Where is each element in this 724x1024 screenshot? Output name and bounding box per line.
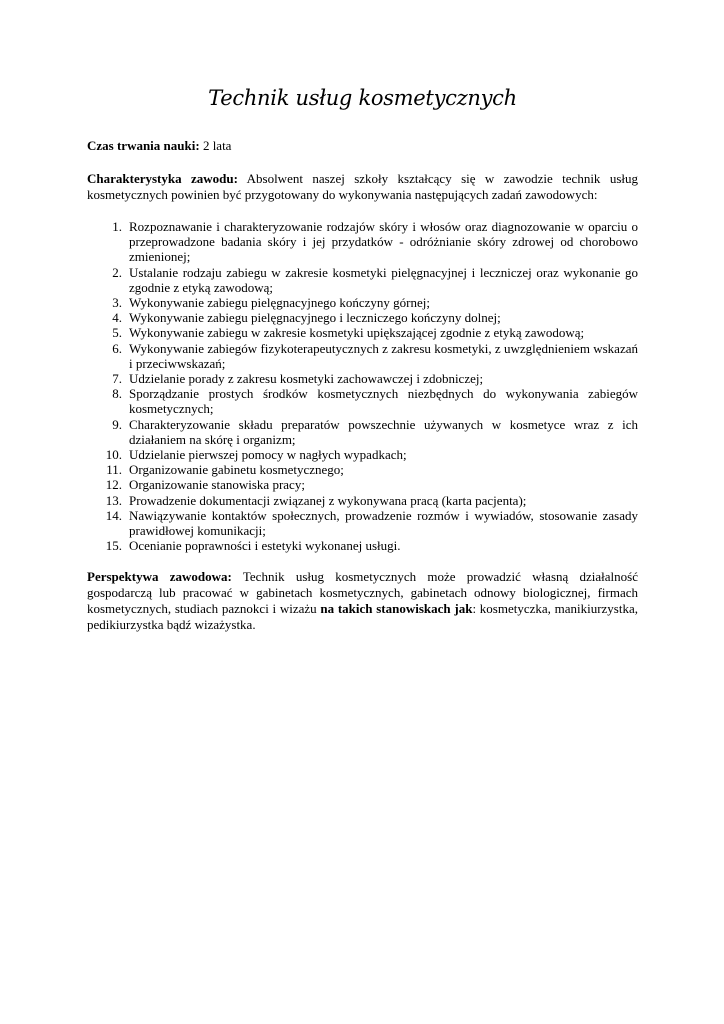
list-item-text: Ustalanie rodzaju zabiegu w zakresie kosmetyki pielęgnacyjnej i leczniczej oraz wykonanie go zgodnie z etyką zawodową; — [129, 264, 638, 295]
list-item-number: 9. — [112, 416, 122, 432]
characteristics-label: Charakterystyka zawodu: — [87, 171, 238, 186]
list-item-text: Wykonywanie zabiegów fizykoterapeutycznych z zakresu kosmetyki, z uwzględnieniem wskazań i przeciwwskazań; — [129, 340, 638, 371]
list-item — [87, 341, 638, 371]
list-item — [87, 417, 638, 447]
list-item-number: 10. — [105, 447, 122, 463]
list-item-text: Ocenianie poprawności i estetyki wykonanej usługi. — [129, 538, 401, 554]
list-item-text: Organizowanie stanowiska pracy; — [129, 477, 305, 493]
list-item — [87, 219, 638, 265]
list-item — [87, 493, 638, 508]
list-item — [87, 538, 638, 553]
characteristics-text: Absolwent naszej szkoły kształcący się w zawodzie technik usług kosmetycznych powinien być przygotowany do wykonywania następujących zadań zawodowych: — [87, 171, 638, 202]
list-item — [87, 310, 638, 325]
list-item-text: Wykonywanie zabiegu pielęgnacyjnego kończyny górnej; — [129, 295, 430, 311]
list-item-number: 12. — [105, 477, 122, 493]
perspective-label: Perspektywa zawodowa: — [87, 569, 232, 585]
list-item-text: Charakteryzowanie składu preparatów powszechnie używanych w kosmetyce wraz z ich działaniem na skórę i organizm; — [129, 416, 638, 447]
tasks-list — [87, 219, 638, 553]
list-item-number: 11. — [106, 462, 122, 478]
list-item-number: 15. — [105, 538, 122, 554]
list-item-number: 5. — [112, 325, 122, 341]
list-item-number: 2. — [112, 264, 122, 280]
list-item-number: 14. — [105, 507, 122, 523]
list-item-text: Sporządzanie prostych środków kosmetycznych niezbędnych do wykonywania zabiegów kosmetycznych; — [129, 386, 638, 417]
list-item — [87, 265, 638, 295]
list-item — [87, 325, 638, 340]
list-item-number: 3. — [112, 295, 122, 311]
list-item-text: Udzielanie pierwszej pomocy w nagłych wypadkach; — [129, 447, 407, 463]
document-page — [87, 84, 638, 633]
list-item — [87, 386, 638, 416]
list-item-text: Rozpoznawanie i charakteryzowanie rodzajów skóry i włosów oraz diagnozowanie w oparciu o przeprowadzone badania skóry i jej przydatków - odróżnianie skóry zdrowej od chorobowo zmienionej; — [129, 219, 638, 265]
list-item — [87, 447, 638, 462]
list-item-text: Nawiązywanie kontaktów społecznych, prowadzenie rozmów i wywiadów, stosowanie zasady prawidłowej komunikacji; — [129, 507, 638, 539]
duration-paragraph — [87, 138, 638, 154]
list-item — [87, 462, 638, 477]
list-item-text: Organizowanie gabinetu kosmetycznego; — [129, 462, 344, 478]
perspective-text: Technik usług kosmetycznych może prowadzić własną działalność gospodarczą lub pracować w gabinetach kosmetycznych, gabinetach odnowy biologicznej, firmach kosmetycznych, studiach paznokci i wizażu — [87, 569, 638, 617]
list-item — [87, 371, 638, 386]
duration-label: Czas trwania nauki: — [87, 138, 200, 153]
list-item-number: 7. — [112, 371, 122, 387]
list-item-text: Wykonywanie zabiegu w zakresie kosmetyki upiększającej zgodnie z etyką zawodową; — [129, 325, 585, 341]
duration-value: 2 lata — [199, 138, 232, 153]
list-item-number: 13. — [105, 492, 122, 508]
document-title: Technik usług kosmetycznych — [208, 86, 517, 110]
list-item-number: 8. — [112, 386, 122, 402]
list-item-text: Wykonywanie zabiegu pielęgnacyjnego i leczniczego kończyny dolnej; — [129, 310, 501, 326]
list-item-number: 6. — [112, 340, 122, 356]
list-item — [87, 477, 638, 492]
list-item-text: Prowadzenie dokumentacji związanej z wykonywana pracą (karta pacjenta); — [129, 492, 527, 508]
list-item-text: Udzielanie porady z zakresu kosmetyki zachowawczej i zdobniczej; — [129, 371, 484, 387]
list-item — [87, 295, 638, 310]
list-item-number: 4. — [112, 310, 122, 326]
perspective-bold-phrase: na takich stanowiskach jak — [320, 601, 473, 617]
list-item — [87, 508, 638, 538]
perspective-paragraph — [87, 569, 638, 633]
list-item-number: 1. — [112, 219, 122, 234]
characteristics-paragraph — [87, 171, 638, 203]
perspective-text-end: : kosmetyczka, manikiurzystka, pedikiurzystka bądź wizażystka. — [87, 601, 639, 633]
